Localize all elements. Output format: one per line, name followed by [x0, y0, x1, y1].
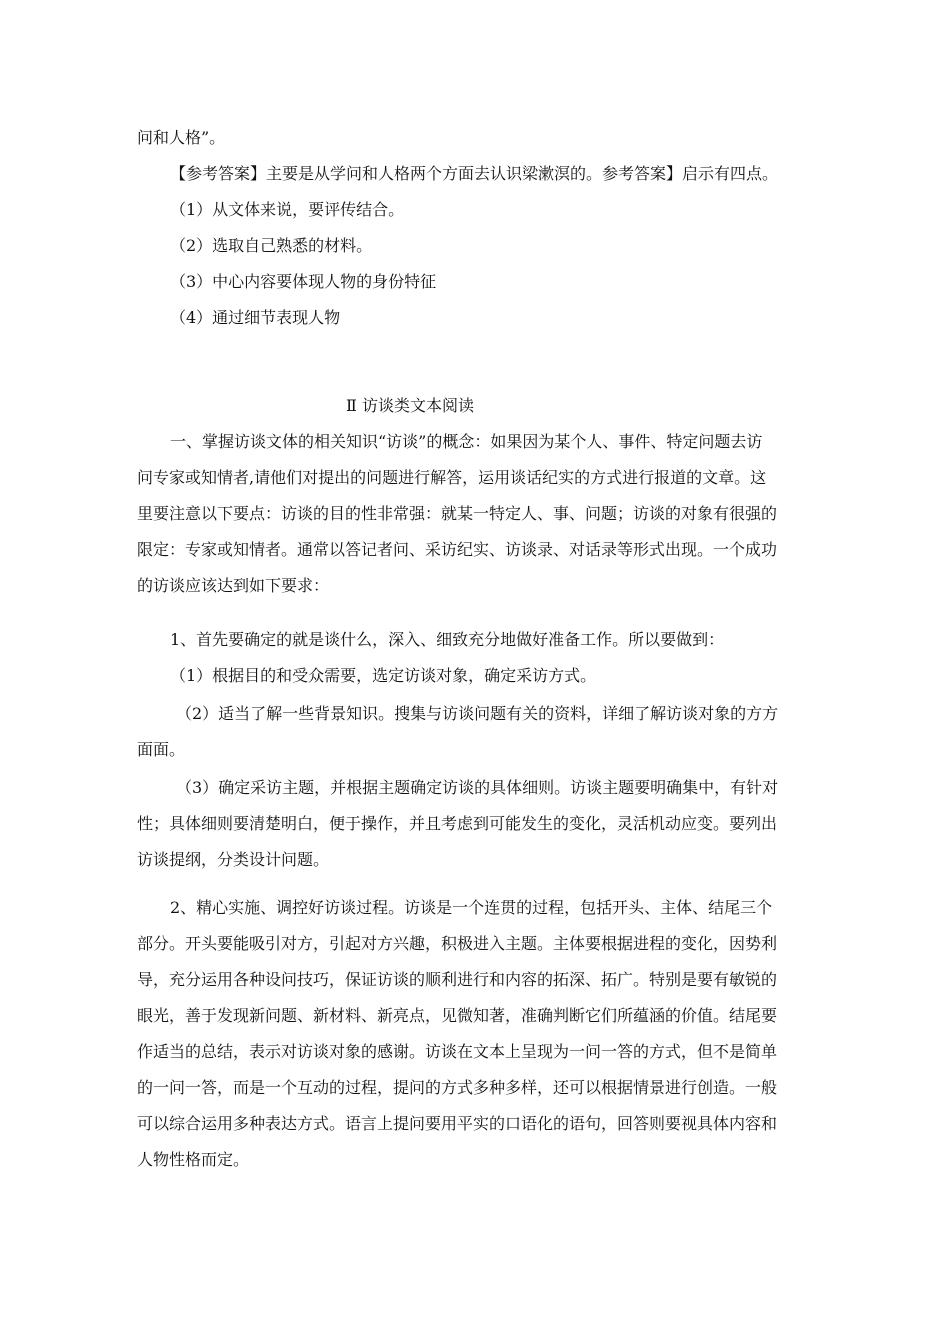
requirement-item: （2）适当了解一些背景知识。搜集与访谈问题有关的资料，详细了解访谈对象的方方: [176, 704, 779, 723]
paragraph-line: 人物性格而定。: [137, 1150, 250, 1169]
paragraph-line: 里要注意以下要点：访谈的目的性非常强：就某一特定人、事、问题；访谈的对象有很强的: [137, 504, 778, 523]
paragraph-line: 导，充分运用各种设问技巧，保证访谈的顺利进行和内容的拓深、拓广。特别是要有敏锐的: [137, 970, 778, 989]
paragraph-line: 的访谈应该达到如下要求：: [137, 576, 330, 595]
requirement-item: （1）根据目的和受众需要，选定访谈对象，确定采访方式。: [170, 666, 597, 685]
requirement-heading: 1、首先要确定的就是谈什么，深入、细致充分地做好准备工作。所以要做到：: [170, 630, 725, 649]
paragraph-line: 问专家或知情者,请他们对提出的问题进行解答，运用谈话纪实的方式进行报道的文章。这: [137, 468, 767, 487]
paragraph-line: 眼光，善于发现新问题、新材料、新亮点，见微知著，准确判断它们所蕴涵的价值。结尾要: [137, 1006, 778, 1025]
paragraph-line: 2、精心实施、调控好访谈过程。访谈是一个连贯的过程，包括开头、主体、结尾三个: [170, 898, 773, 917]
paragraph-line: 作适当的总结，表示对访谈对象的感谢。访谈在文本上呈现为一问一答的方式，但不是简单: [137, 1042, 778, 1061]
point-item: （3）中心内容要体现人物的身份特征: [170, 272, 437, 291]
point-item: （4）通过细节表现人物: [170, 308, 341, 327]
requirement-item: 性；具体细则要清楚明白，便于操作，并且考虑到可能发生的变化，灵活机动应变。要列出: [137, 814, 778, 833]
point-item: （2）选取自己熟悉的材料。: [170, 236, 373, 255]
answer-line: 【参考答案】主要是从学问和人格两个方面去认识梁漱溟的。参考答案】启示有四点。: [170, 164, 779, 183]
requirement-item: 面面。: [137, 740, 186, 759]
paragraph-line: 可以综合运用多种表达方式。语言上提问要用平实的口语化的语句，回答则要视具体内容和: [137, 1114, 778, 1133]
section-title: Ⅱ 访谈类文本阅读: [346, 396, 474, 415]
paragraph-line: 部分。开头要能吸引对方，引起对方兴趣，积极进入主题。主体要根据进程的变化，因势利: [137, 934, 778, 953]
text-line: 问和人格”。: [137, 128, 226, 147]
paragraph-line: 限定：专家或知情者。通常以答记者问、采访纪实、访谈录、对话录等形式出现。一个成功: [137, 540, 778, 559]
point-item: （1）从文体来说，要评传结合。: [170, 200, 405, 219]
paragraph-line: 的一问一答，而是一个互动的过程，提问的方式多种多样，还可以根据情景进行创造。一般: [137, 1078, 778, 1097]
requirement-item: （3）确定采访主题，并根据主题确定访谈的具体细则。访谈主题要明确集中，有针对: [176, 778, 779, 797]
paragraph-line: 一、掌握访谈文体的相关知识“访谈”的概念：如果因为某个人、事件、特定问题去访: [170, 432, 763, 451]
requirement-item: 访谈提纲，分类设计问题。: [137, 850, 330, 869]
